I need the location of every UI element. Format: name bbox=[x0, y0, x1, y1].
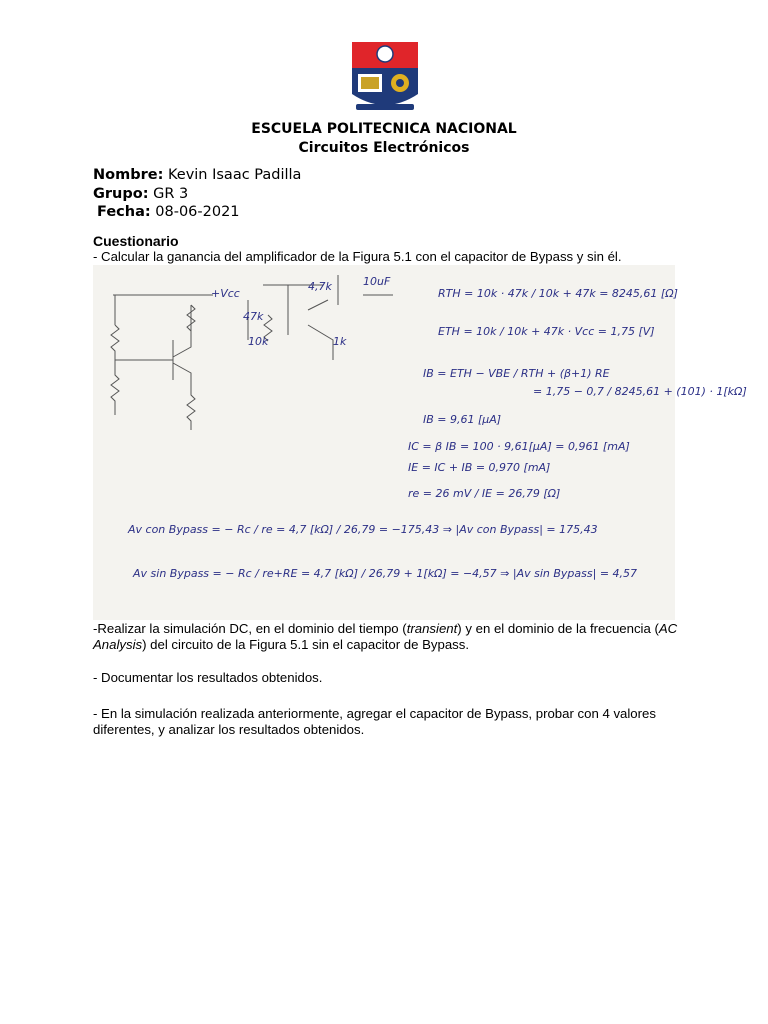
question-2-part-a: -Realizar la simulación DC, en el dominio del tiempo ( bbox=[93, 621, 407, 636]
eq-rth: RTH = 10k · 47k / 10k + 47k = 8245,61 [Ω] bbox=[438, 287, 678, 300]
svg-text:4,7k: 4,7k bbox=[308, 280, 332, 293]
eq-av-con-bypass: Av con Bypass = − Rc / re = 4,7 [kΩ] / 26,79 = −175,43 ⇒ |Av con Bypass| = 175,43 bbox=[128, 523, 598, 536]
handwritten-solution-photo bbox=[93, 265, 747, 620]
svg-text:1k: 1k bbox=[333, 335, 347, 348]
svg-text:10uF: 10uF bbox=[363, 275, 391, 288]
eq-ie: IE = IC + IB = 0,970 [mA] bbox=[408, 461, 551, 474]
question-3: - Documentar los resultados obtenidos. bbox=[93, 670, 323, 685]
handwritten-solution-drawing bbox=[93, 265, 747, 620]
question-2-ac-analysis: AC Analysis bbox=[93, 621, 678, 652]
date-label: Fecha: bbox=[97, 204, 151, 220]
subject-title: Circuitos Electrónicos bbox=[298, 140, 470, 156]
eq-re: re = 26 mV / IE = 26,79 [Ω] bbox=[408, 487, 561, 500]
name-label: Nombre: bbox=[93, 167, 164, 183]
svg-text:+Vcc: +Vcc bbox=[211, 287, 240, 300]
question-4: - En la simulación realizada anteriormente, agregar el capacitor de Bypass, probar con 4 valores diferentes, y analizar los resultados obtenidos. bbox=[93, 706, 656, 737]
institution-title: ESCUELA POLITECNICA NACIONAL bbox=[251, 121, 517, 137]
svg-text:47k: 47k bbox=[243, 310, 264, 323]
circuit-labels bbox=[211, 275, 391, 348]
eq-ic: IC = β IB = 100 · 9,61[µA] = 0,961 [mA] bbox=[408, 440, 630, 453]
questionnaire-heading: Cuestionario bbox=[93, 233, 179, 249]
circuit-sketch bbox=[111, 275, 393, 430]
name-value: Kevin Isaac Padilla bbox=[167, 167, 302, 183]
eq-ib-substitution: = 1,75 − 0,7 / 8245,61 + (101) · 1[kΩ] bbox=[533, 385, 747, 398]
group-line bbox=[93, 186, 188, 202]
question-2 bbox=[93, 621, 683, 653]
date-line bbox=[97, 204, 240, 220]
question-2-part-e: ) del circuito de la Figura 5.1 sin el capacitor de Bypass. bbox=[142, 637, 470, 652]
eq-av-sin-bypass: Av sin Bypass = − Rc / re+RE = 4,7 [kΩ] / 26,79 + 1[kΩ] = −4,57 ⇒ |Av sin Bypass| = 4,57 bbox=[133, 567, 638, 580]
date-value: 08-06-2021 bbox=[155, 204, 240, 220]
question-1: - Calcular la ganancia del amplificador de la Figura 5.1 con el capacitor de Bypass y sin él. bbox=[93, 249, 622, 264]
group-label: Grupo: bbox=[93, 186, 149, 202]
eq-eth: ETH = 10k / 10k + 47k · Vcc = 1,75 [V] bbox=[438, 325, 655, 338]
question-2-transient: transient bbox=[406, 621, 458, 636]
institution-logo bbox=[350, 42, 420, 120]
name-line bbox=[93, 167, 301, 183]
eq-ib-formula: IB = ETH − VBE / RTH + (β+1) RE bbox=[423, 367, 610, 380]
svg-text:10k: 10k bbox=[248, 335, 269, 348]
question-2-part-c: ) y en el dominio de la frecuencia ( bbox=[457, 621, 659, 636]
group-value: GR 3 bbox=[153, 186, 189, 202]
eq-ib: IB = 9,61 [µA] bbox=[423, 413, 502, 426]
